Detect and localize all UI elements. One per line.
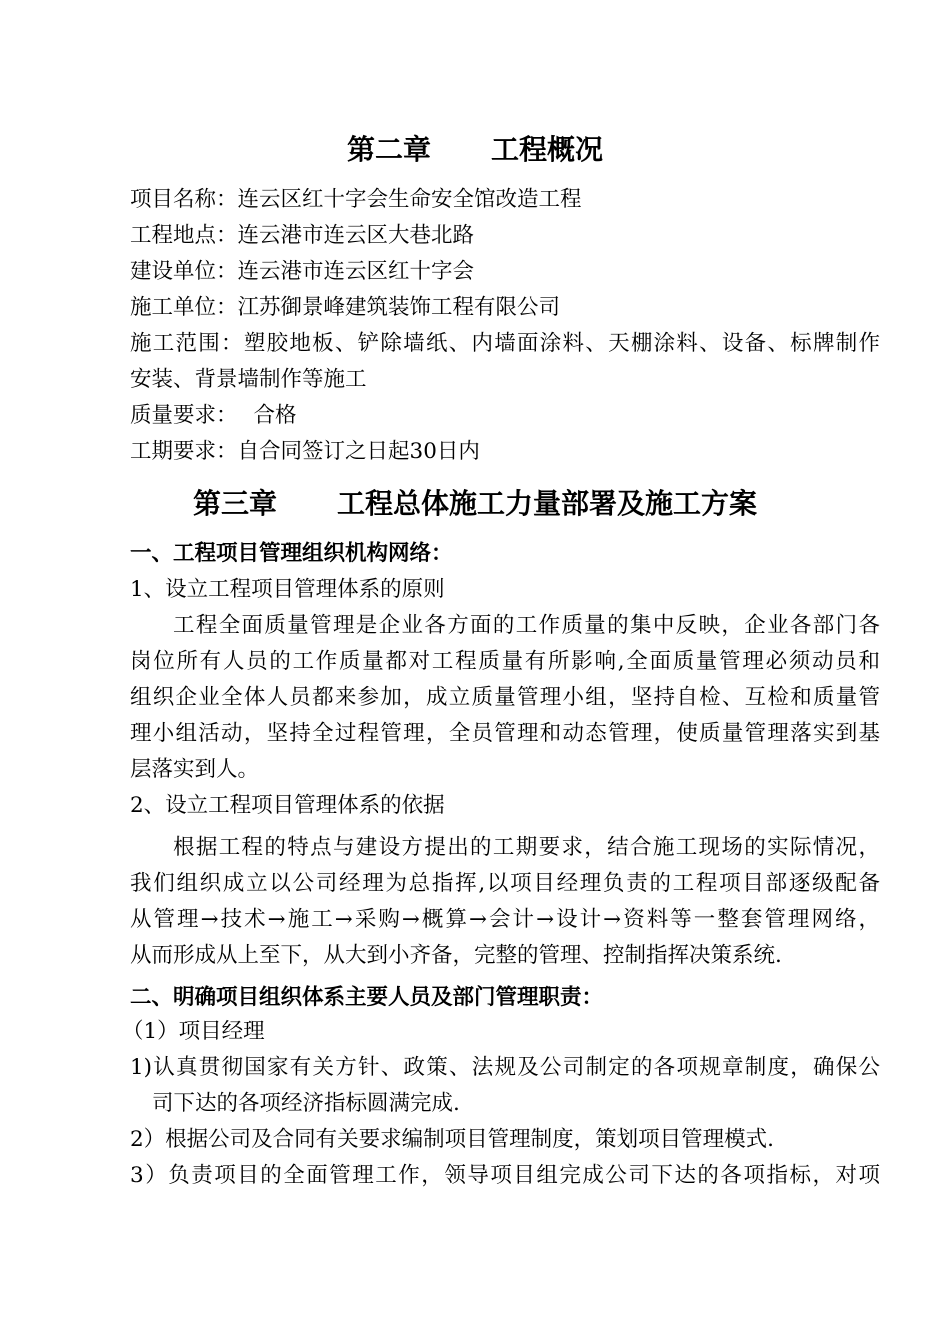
contractor-label: 施工单位： — [130, 295, 238, 320]
sub-1-para-line: 岗位所有人员的工作质量都对工程质量有所影响,全面质量管理必须动员和 — [130, 649, 880, 674]
chapter-2-heading — [0, 132, 950, 168]
item-1-line-2: 司下达的各项经济指标圆满完成. — [152, 1091, 460, 1116]
quality-value: 合格 — [253, 403, 297, 428]
sub-2-para-line: 根据工程的特点与建设方提出的工期要求，结合施工现场的实际情况， — [173, 835, 880, 860]
location-value: 连云港市连云区大巷北路 — [237, 223, 475, 248]
quality-line — [130, 402, 880, 430]
project-name-line — [130, 186, 880, 214]
sub-2-para-line: 从而形成从上至下，从大到小齐备，完整的管理、控制指挥决策系统. — [130, 943, 782, 968]
chapter-2-number: 第二章 — [346, 133, 431, 166]
sub-1-para-line: 工程全面质量管理是企业各方面的工作质量的集中反映，企业各部门各 — [173, 613, 880, 638]
owner-line — [130, 258, 880, 286]
contractor-line — [130, 294, 880, 322]
duration-value: 自合同签订之日起30日内 — [237, 439, 480, 464]
scope-value-1: 塑胶地板、铲除墙纸、内墙面涂料、天棚涂料、设备、标牌制作 — [243, 331, 880, 356]
section-1-sub-1-heading: 1、设立工程项目管理体系的原则 — [130, 577, 445, 602]
project-name-value: 连云区红十字会生命安全馆改造工程 — [237, 187, 582, 212]
section-1-sub-2-heading: 2、设立工程项目管理体系的依据 — [130, 793, 445, 818]
item-1-line-1: 1)认真贯彻国家有关方针、政策、法规及公司制定的各项规章制度，确保公 — [130, 1055, 880, 1080]
sub-2-para-line: 从管理→技术→施工→采购→概算→会计→设计→资料等一整套管理网络， — [130, 907, 880, 932]
role-1-heading: （1）项目经理 — [122, 1019, 265, 1044]
scope-value-2: 安装、背景墙制作等施工 — [130, 367, 367, 392]
duration-line — [130, 438, 880, 466]
scope-line-1 — [130, 330, 880, 358]
chapter-3-number: 第三章 — [192, 487, 277, 520]
section-2-heading: 二、明确项目组织体系主要人员及部门管理职责： — [130, 985, 604, 1010]
contractor-value: 江苏御景峰建筑装饰工程有限公司 — [237, 295, 561, 320]
item-3: 3）负责项目的全面管理工作，领导项目组完成公司下达的各项指标，对项 — [130, 1163, 880, 1188]
sub-1-para-line: 组织企业全体人员都来参加，成立质量管理小组，坚持自检、互检和质量管 — [130, 685, 880, 710]
sub-1-para-line: 层落实到人。 — [130, 757, 260, 782]
duration-label: 工期要求： — [130, 439, 238, 464]
scope-label: 施工范围： — [130, 331, 244, 356]
owner-value: 连云港市连云区红十字会 — [237, 259, 475, 284]
chapter-2-title: 工程概况 — [491, 133, 604, 166]
section-1-heading: 一、工程项目管理组织机构网络： — [130, 541, 453, 566]
sub-1-para-line: 理小组活动，坚持全过程管理，全员管理和动态管理，使质量管理落实到基 — [130, 721, 880, 746]
sub-2-para-line: 我们组织成立以公司经理为总指挥,以项目经理负责的工程项目部逐级配备 — [130, 871, 880, 896]
item-2: 2）根据公司及合同有关要求编制项目管理制度，策划项目管理模式. — [130, 1127, 775, 1152]
owner-label: 建设单位： — [130, 259, 238, 284]
scope-line-2 — [130, 366, 880, 394]
chapter-3-title: 工程总体施工力量部署及施工方案 — [337, 487, 758, 520]
project-name-label: 项目名称： — [130, 187, 238, 212]
chapter-3-heading — [0, 486, 950, 522]
location-label: 工程地点： — [130, 223, 238, 248]
quality-label: 质量要求： — [130, 403, 238, 428]
location-line — [130, 222, 880, 250]
